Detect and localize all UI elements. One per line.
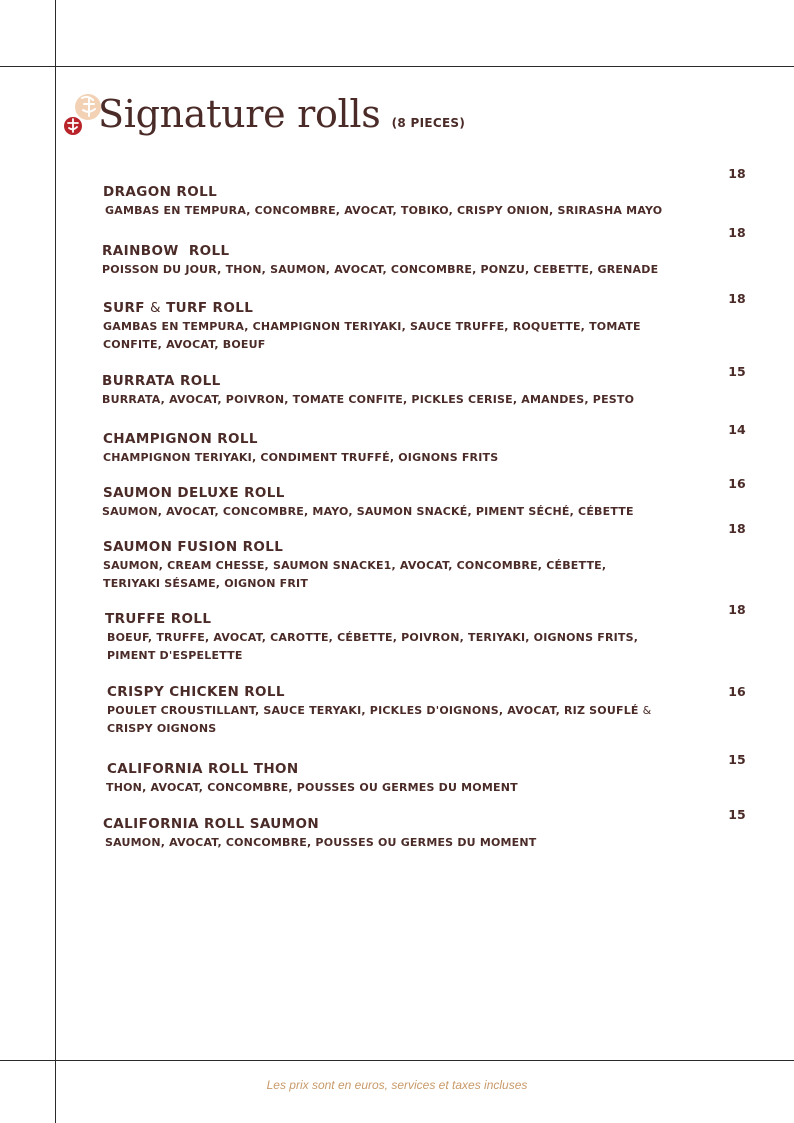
item-description: POISSON DU JOUR, THON, SAUMON, AVOCAT, CONCOMBRE, PONZU, CEBETTE, GRENADE: [102, 263, 659, 276]
item-description-part: POULET CROUSTILLANT, SAUCE TERYAKI, PICKLES D'OIGNONS, AVOCAT, RIZ SOUFLÉ: [107, 704, 639, 717]
item-name: CRISPY CHICKEN ROLL: [107, 684, 285, 700]
item-name: BURRATA ROLL: [102, 373, 221, 389]
item-description: GAMBAS EN TEMPURA, CHAMPIGNON TERIYAKI, SAUCE TRUFFE, ROQUETTE, TOMATE CONFITE, AVOCAT, BOEUF: [103, 320, 641, 351]
menu-heading: [98, 92, 465, 136]
item-price: 15: [728, 752, 746, 767]
item-description: BURRATA, AVOCAT, POIVRON, TOMATE CONFITE, PICKLES CERISE, AMANDES, PESTO: [102, 393, 635, 406]
item-description: GAMBAS EN TEMPURA, CONCOMBRE, AVOCAT, TOBIKO, CRISPY ONION, SRIRASHA MAYO: [105, 204, 663, 217]
item-description: SAUMON, AVOCAT, CONCOMBRE, POUSSES OU GERMES DU MOMENT: [105, 836, 537, 849]
item-name: SAUMON DELUXE ROLL: [103, 485, 285, 501]
item-name: SAUMON FUSION ROLL: [103, 539, 284, 555]
menu-item: [107, 683, 707, 738]
item-name: RAINBOW ROLL: [102, 243, 230, 259]
item-price: 15: [728, 364, 746, 379]
item-price: 18: [728, 225, 746, 240]
item-price: 18: [728, 521, 746, 536]
item-description: CHAMPIGNON TERIYAKI, CONDIMENT TRUFFÉ, OIGNONS FRITS: [103, 451, 499, 464]
menu-item: [103, 538, 703, 593]
item-name-part: TURF ROLL: [166, 300, 254, 316]
item-description: THON, AVOCAT, CONCOMBRE, POUSSES OU GERMES DU MOMENT: [106, 781, 518, 794]
page-title: Signature rolls: [98, 92, 381, 136]
ampersand: &: [642, 704, 652, 717]
item-price: 16: [728, 476, 746, 491]
restaurant-seal-logo-icon: [62, 90, 102, 138]
item-name: CHAMPIGNON ROLL: [103, 431, 258, 447]
menu-item: [107, 760, 707, 797]
menu-item: [103, 815, 703, 852]
item-description: SAUMON, CREAM CHESSE, SAUMON SNACKE1, AVOCAT, CONCOMBRE, CÉBETTE, TERIYAKI SÉSAME, OIGNON FRIT: [103, 559, 607, 590]
item-description: [107, 702, 667, 738]
price-disclaimer: Les prix sont en euros, services et taxes incluses: [266, 1078, 528, 1092]
item-name: TRUFFE ROLL: [105, 611, 212, 627]
item-price: 16: [728, 684, 746, 699]
vertical-rule: [55, 0, 56, 1123]
item-name-part: SURF: [103, 300, 145, 316]
item-name: [103, 299, 703, 317]
item-price: 15: [728, 807, 746, 822]
item-name: CALIFORNIA ROLL SAUMON: [103, 816, 320, 832]
menu-item: [102, 242, 702, 279]
item-price: 18: [728, 602, 746, 617]
pieces-note: (8 PIECES): [391, 116, 466, 130]
menu-item: [103, 299, 703, 354]
item-price: 18: [728, 291, 746, 306]
item-description-part: CRISPY OIGNONS: [107, 722, 217, 735]
menu-item: [103, 183, 703, 220]
menu-item: [103, 484, 703, 521]
ampersand: &: [150, 300, 161, 316]
menu-item: [103, 430, 703, 467]
menu-item: [105, 610, 705, 665]
top-rule: [0, 66, 794, 67]
item-description: SAUMON, AVOCAT, CONCOMBRE, MAYO, SAUMON SNACKÉ, PIMENT SÉCHÉ, CÉBETTE: [102, 505, 634, 518]
item-price: 14: [728, 422, 746, 437]
item-name: DRAGON ROLL: [103, 184, 218, 200]
item-price: 18: [728, 166, 746, 181]
bottom-rule: [0, 1060, 794, 1061]
menu-item: [102, 372, 702, 409]
item-description: BOEUF, TRUFFE, AVOCAT, CAROTTE, CÉBETTE, POIVRON, TERIYAKI, OIGNONS FRITS, PIMENT D'ESPELETTE: [107, 631, 639, 662]
item-name: CALIFORNIA ROLL THON: [107, 761, 299, 777]
